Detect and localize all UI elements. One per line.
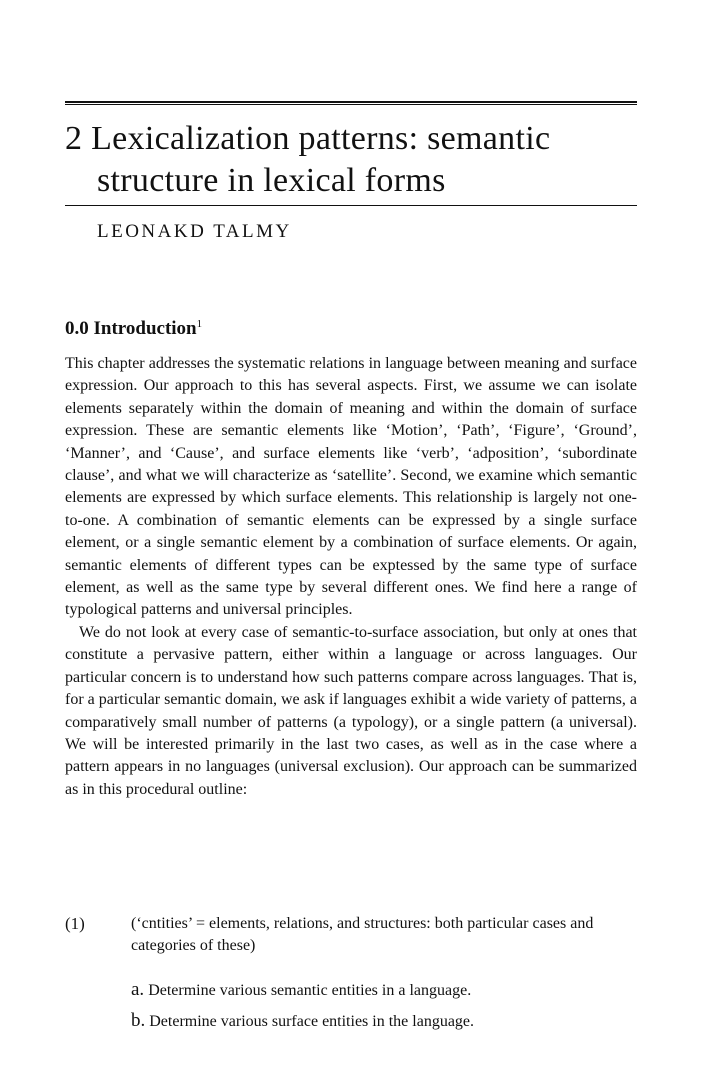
chapter-title xyxy=(65,118,655,202)
section-heading xyxy=(65,318,202,340)
paragraph-2: We do not look at every case of semantic-to-surface association, but only at ones that constitute a pervasive pattern, either within a language or across languages. Our particular concern is to understand how such patterns compare across languages. That is, for a particular semantic domain, we ask if languages exhibit a wide variety of patterns, a comparatively small number of patterns (a typology), or a single pattern (a universal). We will be interested primarily in the last two cases, as well as in the case where a pattern appears in no languages (universal exclusion). Our approach can be summarized as in this procedural outline: xyxy=(65,623,637,798)
top-rule-thin xyxy=(65,104,637,105)
chapter-title-line1: 2 Lexicalization patterns: semantic xyxy=(65,120,551,157)
footnote-marker[interactable]: 1 xyxy=(196,318,203,330)
example-item-letter: a. xyxy=(131,979,145,1000)
example-number: (1) xyxy=(65,914,85,933)
example-item-text: Determine various surface entities in the language. xyxy=(149,1013,475,1030)
top-rule xyxy=(65,101,637,103)
body-text xyxy=(65,353,637,801)
section-title: Introduction xyxy=(93,318,197,339)
example-note: (‘cntities’ = elements, relations, and structures: both particular cases and categories of these) xyxy=(131,915,594,955)
paragraph-1: This chapter addresses the systematic relations in language between meaning and surface expression. Our approach to this has several aspects. First, we assume we can isolate elements separately within the domain of meaning and within the domain of surface expression. These are semantic elements like ‘Motion’, ‘Path’, ‘Figure’, ‘Ground’, ‘Manner’, and ‘Cause’, and surface elements like ‘verb’, ‘adposition’, ‘subordinate clause’, and what we will characterize as ‘satellite’. Second, we examine which semantic elements are expressed by which surface elements. This relationship is largely not one-to-one. A combination of semantic elements can be expressed by a single surface element, or a single semantic element by a combination of surface elements. Or again, semantic elements of different types can be exptessed by the same type of surface element, as well as the same type by several different ones. We find here a range of typological patterns and universal principles. xyxy=(65,355,637,619)
section-number: 0.0 xyxy=(65,318,89,339)
chapter-title-line2: structure in lexical forms xyxy=(97,162,446,199)
title-rule xyxy=(65,205,637,206)
example-item-b xyxy=(131,1010,637,1033)
example-item-letter: b. xyxy=(131,1010,146,1031)
example-item-a xyxy=(131,979,637,1002)
example-item-text: Determine various semantic entities in a language. xyxy=(148,982,472,999)
author-name: LEONAKD TALMY xyxy=(97,221,292,242)
